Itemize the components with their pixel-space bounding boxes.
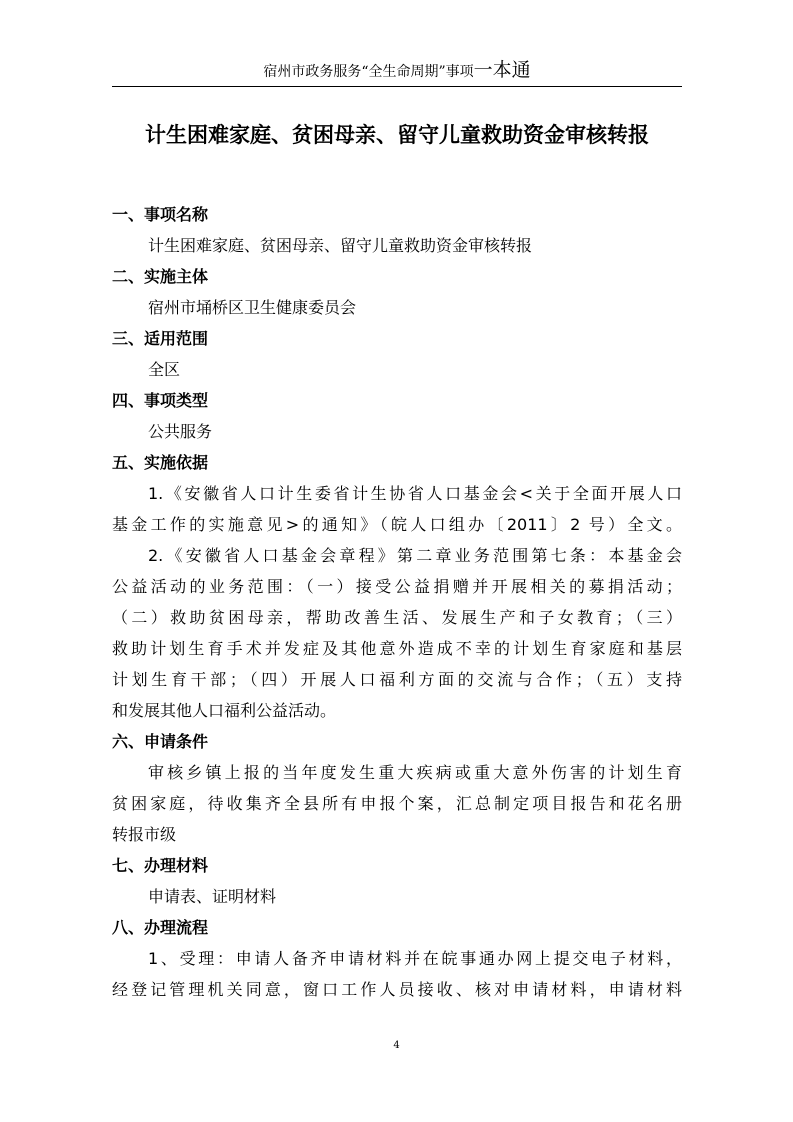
section-heading: 八、办理流程 [112,918,209,937]
section-heading: 七、办理材料 [112,856,209,875]
section-text: 经登记管理机关同意，窗口工作人员接收、核对申请材料，申请材料 [112,980,682,999]
header-rule [112,86,682,87]
section-text: 公益活动的业务范围：（一）接受公益捐赠并开展相关的募捐活动； [112,577,682,596]
section-heading: 五、实施依据 [112,453,209,472]
document-body [112,199,682,1005]
section-text: 1、受理：申请人备齐申请材料并在皖事通办网上提交电子材料， [148,949,682,968]
section-text: 2.《安徽省人口基金会章程》第二章业务范围第七条：本基金会 [148,546,682,565]
section-heading: 六、申请条件 [112,732,209,751]
section-heading: 二、实施主体 [112,267,209,286]
section-text: 基金工作的实施意见>的通知》（皖人口组办〔2011〕2 号）全文。 [112,515,682,534]
section-text: 1.《安徽省人口计生委省计生协省人口基金会<关于全面开展人口 [148,484,682,503]
section-text: （二）救助贫困母亲，帮助改善生活、发展生产和子女教育；（三） [112,608,682,627]
section-text: 救助计划生育手术并发症及其他意外造成不幸的计划生育家庭和基层 [112,639,682,658]
section-text: 和发展其他人口福利公益活动。 [112,701,337,720]
section-heading: 一、事项名称 [112,205,209,224]
document-title: 计生困难家庭、贫困母亲、留守儿童救助资金审核转报 [145,123,649,147]
section-heading: 三、适用范围 [112,329,209,348]
section-text: 审核乡镇上报的当年度发生重大疾病或重大意外伤害的计划生育 [148,763,682,782]
section-text: 公共服务 [148,422,213,441]
page-number: 4 [393,1040,400,1051]
section-text: 计生困难家庭、贫困母亲、留守儿童救助资金审核转报 [148,236,533,255]
running-header-prefix: 宿州市政务服务“全生命周期”事项 [263,64,474,80]
section-text: 转报市级 [112,825,177,844]
section-text: 宿州市埇桥区卫生健康委员会 [148,298,357,317]
running-header [112,58,682,84]
section-heading: 四、事项类型 [112,391,209,410]
section-text: 贫困家庭，待收集齐全县所有申报个案，汇总制定项目报告和花名册 [112,794,682,813]
running-header-suffix: 一本通 [473,59,531,81]
section-text: 全区 [148,360,181,379]
section-text: 申请表、证明材料 [148,887,277,906]
section-text: 计划生育干部；（四）开展人口福利方面的交流与合作；（五）支持 [112,670,682,689]
